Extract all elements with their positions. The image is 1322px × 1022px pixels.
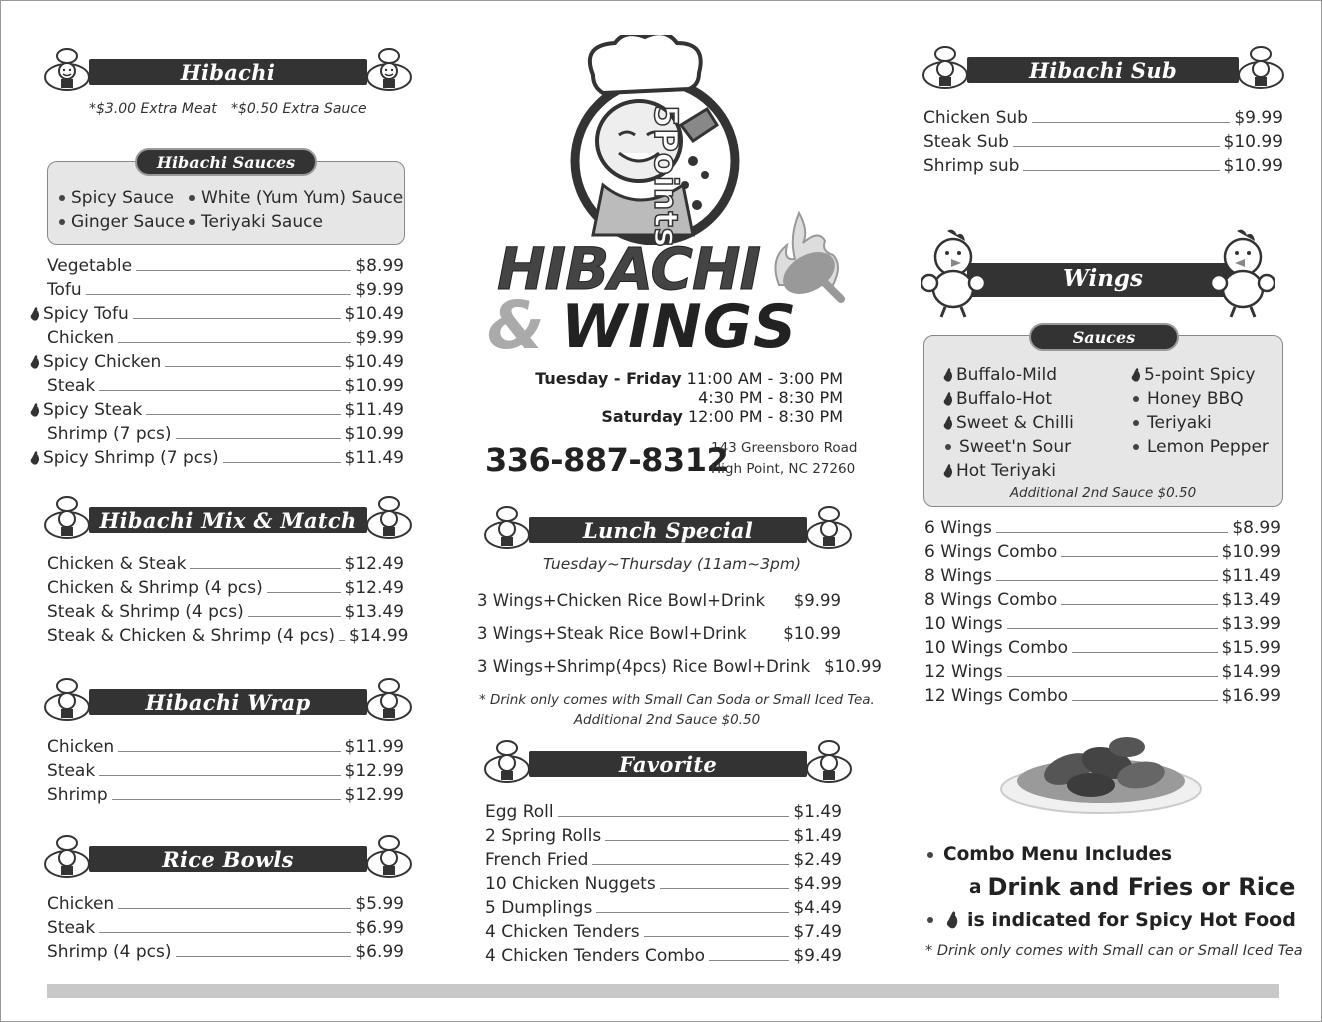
pepper-icon — [943, 910, 959, 930]
section-title: Hibachi Sub — [1029, 57, 1177, 83]
menu-item-row — [47, 375, 404, 397]
wing-sauce-item: Buffalo-Mild — [941, 364, 1057, 386]
item-price: $8.99 — [1232, 518, 1281, 538]
item-name: 6 Wings Combo — [924, 542, 1058, 562]
pepper-icon — [1129, 367, 1141, 383]
column-center — [477, 1, 882, 1021]
item-name: 3 Wings+Chicken Rice Bowl+Drink — [477, 591, 766, 610]
chef-icon — [41, 677, 93, 721]
wing-sauce-item: Hot Teriyaki — [941, 460, 1056, 482]
hours-time-2: 4:30 PM - 8:30 PM — [698, 388, 843, 407]
pepper-icon — [941, 391, 953, 407]
item-name: 10 Chicken Nuggets — [485, 874, 656, 894]
item-name: Chicken — [47, 894, 115, 914]
chef-icon — [41, 47, 93, 91]
item-price: $6.99 — [355, 918, 404, 938]
chef-icon — [803, 739, 855, 783]
item-name: 3 Wings+Shrimp(4pcs) Rice Bowl+Drink — [477, 657, 811, 676]
item-name: Shrimp (7 pcs) — [47, 424, 172, 444]
item-price: $11.49 — [344, 448, 404, 468]
combo-line-2: a Drink and Fries or Rice — [969, 873, 1296, 901]
item-name: 12 Wings — [924, 662, 1003, 682]
extra-sauce-note: *$0.50 Extra Sauce — [231, 101, 367, 117]
pepper-icon — [941, 463, 953, 479]
menu-item-row — [43, 303, 404, 325]
chef-icon — [803, 505, 855, 549]
item-name: Steak — [47, 376, 96, 396]
item-name: 12 Wings Combo — [924, 686, 1069, 706]
sauce-item: Spicy Sauce — [57, 187, 174, 209]
item-name: Steak — [47, 761, 96, 781]
item-name: 5 Dumplings — [485, 898, 593, 918]
menu-item-row — [47, 941, 404, 963]
item-price: $16.99 — [1221, 686, 1281, 706]
menu-item-row — [47, 601, 404, 623]
sauce-item: Teriyaki Sauce — [187, 211, 323, 233]
item-price: $15.99 — [1221, 638, 1281, 658]
menu-item-row — [924, 685, 1281, 707]
item-price: $10.99 — [1223, 132, 1283, 152]
item-price: $2.49 — [793, 850, 842, 870]
item-name: Chicken Sub — [923, 108, 1028, 128]
column-right — [919, 1, 1303, 1021]
menu-item-row — [47, 784, 404, 806]
chef-icon — [363, 677, 415, 721]
wing-sauce-item: 5-point Spicy — [1129, 364, 1255, 386]
menu-item-row — [923, 155, 1283, 177]
bowls-banner — [41, 834, 415, 878]
menu-item-row — [43, 351, 404, 373]
combo-line-1: Combo Menu Includes — [925, 844, 1172, 865]
item-name: Spicy Shrimp (7 pcs) — [28, 447, 219, 469]
wings-title: Wings — [1063, 265, 1143, 292]
item-price: $10.99 — [344, 376, 404, 396]
chef-icon — [481, 739, 533, 783]
item-price: $12.99 — [344, 785, 404, 805]
item-name: 8 Wings — [924, 566, 992, 586]
chef-icon — [363, 495, 415, 539]
menu-item-row — [47, 577, 404, 599]
menu-item-row — [924, 517, 1281, 539]
item-price: $13.49 — [1221, 590, 1281, 610]
lunch-sauce-note: Additional 2nd Sauce $0.50 — [573, 712, 761, 728]
menu-item-row — [47, 736, 404, 758]
footer-bar — [47, 984, 1279, 998]
chef-icon — [1235, 45, 1287, 89]
section-title: Lunch Special — [582, 517, 754, 543]
pepper-icon — [941, 367, 953, 383]
chef-icon — [363, 47, 415, 91]
item-price: $9.49 — [793, 946, 842, 966]
address-line-2: High Point, NC 27260 — [711, 461, 856, 477]
item-name: Shrimp — [47, 785, 108, 805]
menu-item-row — [477, 656, 882, 678]
item-price: $1.49 — [793, 802, 842, 822]
menu-item-row — [924, 541, 1281, 563]
item-price: $10.49 — [344, 304, 404, 324]
wings-plate-image — [999, 729, 1203, 815]
item-price: $10.99 — [1223, 156, 1283, 176]
item-price: $14.99 — [349, 626, 409, 646]
chef-icon — [41, 834, 93, 878]
item-name: Chicken — [47, 737, 115, 757]
item-price: $11.49 — [1221, 566, 1281, 586]
menu-item-row — [924, 565, 1281, 587]
item-price: $10.99 — [783, 624, 841, 643]
item-price: $10.99 — [824, 657, 882, 676]
hours-days-saturday: Saturday — [601, 407, 683, 426]
item-name: 4 Chicken Tenders Combo — [485, 946, 706, 966]
item-price: $12.49 — [344, 578, 404, 598]
item-price: $8.99 — [355, 256, 404, 276]
menu-item-row — [47, 893, 404, 915]
item-name: 10 Wings Combo — [924, 638, 1069, 658]
item-price: $9.99 — [355, 328, 404, 348]
drink-note: * Drink only comes with Small can or Small Iced Tea — [925, 943, 1303, 959]
menu-item-row — [485, 921, 842, 943]
menu-item-row — [924, 589, 1281, 611]
item-name: 8 Wings Combo — [924, 590, 1058, 610]
item-name: French Fried — [485, 850, 589, 870]
item-price: $9.99 — [355, 280, 404, 300]
item-price: $10.49 — [344, 352, 404, 372]
favorite-banner — [481, 739, 855, 783]
item-price: $10.99 — [1221, 542, 1281, 562]
menu-item-row — [485, 945, 842, 967]
item-name: Shrimp (4 pcs) — [47, 942, 172, 962]
item-name: Spicy Tofu — [28, 303, 129, 325]
item-price: $13.99 — [1221, 614, 1281, 634]
section-title: Hibachi — [180, 59, 276, 85]
item-name: Tofu — [47, 280, 82, 300]
menu-item-row — [485, 873, 842, 895]
item-name: Spicy Chicken — [28, 351, 161, 373]
lunch-subtitle: Tuesday~Thursday (11am~3pm) — [543, 555, 802, 573]
phone-number[interactable]: 336-887-8312 — [485, 441, 729, 479]
hours-time-1: 11:00 AM - 3:00 PM — [686, 369, 843, 388]
logo-wings: WINGS — [561, 292, 798, 362]
menu-item-row — [924, 613, 1281, 635]
item-price: $14.99 — [1221, 662, 1281, 682]
column-left — [41, 1, 411, 1021]
section-title: Favorite — [618, 751, 718, 777]
item-price: $1.49 — [793, 826, 842, 846]
wing-sauce-item: Honey BBQ — [1129, 388, 1244, 410]
pepper-icon — [28, 402, 40, 418]
flaming-wing-icon — [769, 207, 845, 303]
item-price: $12.99 — [344, 761, 404, 781]
wing-sauce-item: Lemon Pepper — [1129, 436, 1269, 458]
item-name: Spicy Steak — [28, 399, 142, 421]
item-name: 3 Wings+Steak Rice Bowl+Drink — [477, 624, 747, 643]
brand-5points: 5Points — [647, 105, 685, 248]
sub-banner — [919, 45, 1287, 89]
menu-item-row — [47, 917, 404, 939]
item-name: Chicken & Steak — [47, 554, 187, 574]
chef-icon — [363, 834, 415, 878]
sauce-item: White (Yum Yum) Sauce — [187, 187, 403, 209]
menu-item-row — [47, 255, 404, 277]
menu-item-row — [47, 279, 404, 301]
menu-item-row — [43, 447, 404, 469]
item-price: $12.49 — [344, 554, 404, 574]
hibachi-banner — [41, 47, 415, 91]
wings-sauces-title: Sauces — [1029, 323, 1179, 351]
item-price: $13.49 — [344, 602, 404, 622]
item-name: 6 Wings — [924, 518, 992, 538]
item-name: 10 Wings — [924, 614, 1003, 634]
menu-item-row — [923, 107, 1283, 129]
item-name: 4 Chicken Tenders — [485, 922, 640, 942]
menu-item-row — [47, 327, 404, 349]
hibachi-sauces-title: Hibachi Sauces — [135, 148, 317, 176]
hours-time-3: 12:00 PM - 8:30 PM — [687, 407, 843, 426]
lunch-drink-note: * Drink only comes with Small Can Soda or Small Iced Tea. — [479, 692, 875, 708]
menu-item-row — [47, 625, 409, 647]
wing-sauce-item: Sweet & Chilli — [941, 412, 1074, 434]
pepper-icon — [28, 354, 40, 370]
item-name: Steak & Shrimp (4 pcs) — [47, 602, 244, 622]
address-line-1: 143 Greensboro Road — [711, 440, 858, 456]
item-name: Chicken & Shrimp (4 pcs) — [47, 578, 263, 598]
item-price: $5.99 — [355, 894, 404, 914]
menu-item-row — [477, 623, 841, 645]
item-price: $10.99 — [344, 424, 404, 444]
business-hours — [535, 369, 843, 426]
menu-item-row — [43, 399, 404, 421]
chef-icon — [41, 495, 93, 539]
sauce-item: Ginger Sauce — [57, 211, 185, 233]
pepper-icon — [28, 306, 40, 322]
section-title: Rice Bowls — [162, 846, 294, 872]
item-price: $4.49 — [793, 898, 842, 918]
logo-ampersand: & — [487, 287, 545, 364]
menu-item-row — [485, 825, 842, 847]
menu-item-row — [477, 590, 841, 612]
wrap-banner — [41, 677, 415, 721]
menu-item-row — [47, 553, 404, 575]
item-name: Steak — [47, 918, 96, 938]
section-title: Hibachi Mix & Match — [99, 507, 357, 533]
wing-sauce-item: Buffalo-Hot — [941, 388, 1052, 410]
logo-hibachi: HIBACHI — [497, 235, 761, 303]
menu-item-row — [923, 131, 1283, 153]
extra-meat-note: *$3.00 Extra Meat — [89, 101, 217, 117]
wing-sauce-item: Sweet'n Sour — [941, 436, 1071, 458]
item-price: $7.49 — [793, 922, 842, 942]
menu-item-row — [924, 637, 1281, 659]
chef-icon — [481, 505, 533, 549]
mix-banner — [41, 495, 415, 539]
item-price: $9.99 — [793, 591, 841, 610]
chef-icon — [919, 45, 971, 89]
wing-sauce-item: Teriyaki — [1129, 412, 1212, 434]
item-price: $4.99 — [793, 874, 842, 894]
item-name: Shrimp sub — [923, 156, 1020, 176]
menu-item-row — [485, 849, 842, 871]
pepper-icon — [941, 415, 953, 431]
item-price: $9.99 — [1234, 108, 1283, 128]
spicy-legend: is indicated for Spicy Hot Food — [925, 909, 1296, 931]
item-price: $6.99 — [355, 942, 404, 962]
item-name: Vegetable — [47, 256, 133, 276]
item-name: 2 Spring Rolls — [485, 826, 602, 846]
menu-item-row — [924, 661, 1281, 683]
item-name: Steak Sub — [923, 132, 1009, 152]
wings-sauce-note: Additional 2nd Sauce $0.50 — [1009, 485, 1197, 501]
menu-item-row — [47, 423, 404, 445]
item-name: Chicken — [47, 328, 115, 348]
menu-item-row — [485, 801, 842, 823]
menu-item-row — [485, 897, 842, 919]
item-price: $11.99 — [344, 737, 404, 757]
menu-item-row — [47, 760, 404, 782]
item-name: Egg Roll — [485, 802, 554, 822]
item-price: $11.49 — [344, 400, 404, 420]
lunch-banner — [481, 505, 855, 549]
pepper-icon — [28, 450, 40, 466]
section-title: Hibachi Wrap — [145, 689, 311, 715]
item-name: Steak & Chicken & Shrimp (4 pcs) — [47, 626, 336, 646]
hours-days-weekday: Tuesday - Friday — [535, 369, 682, 388]
